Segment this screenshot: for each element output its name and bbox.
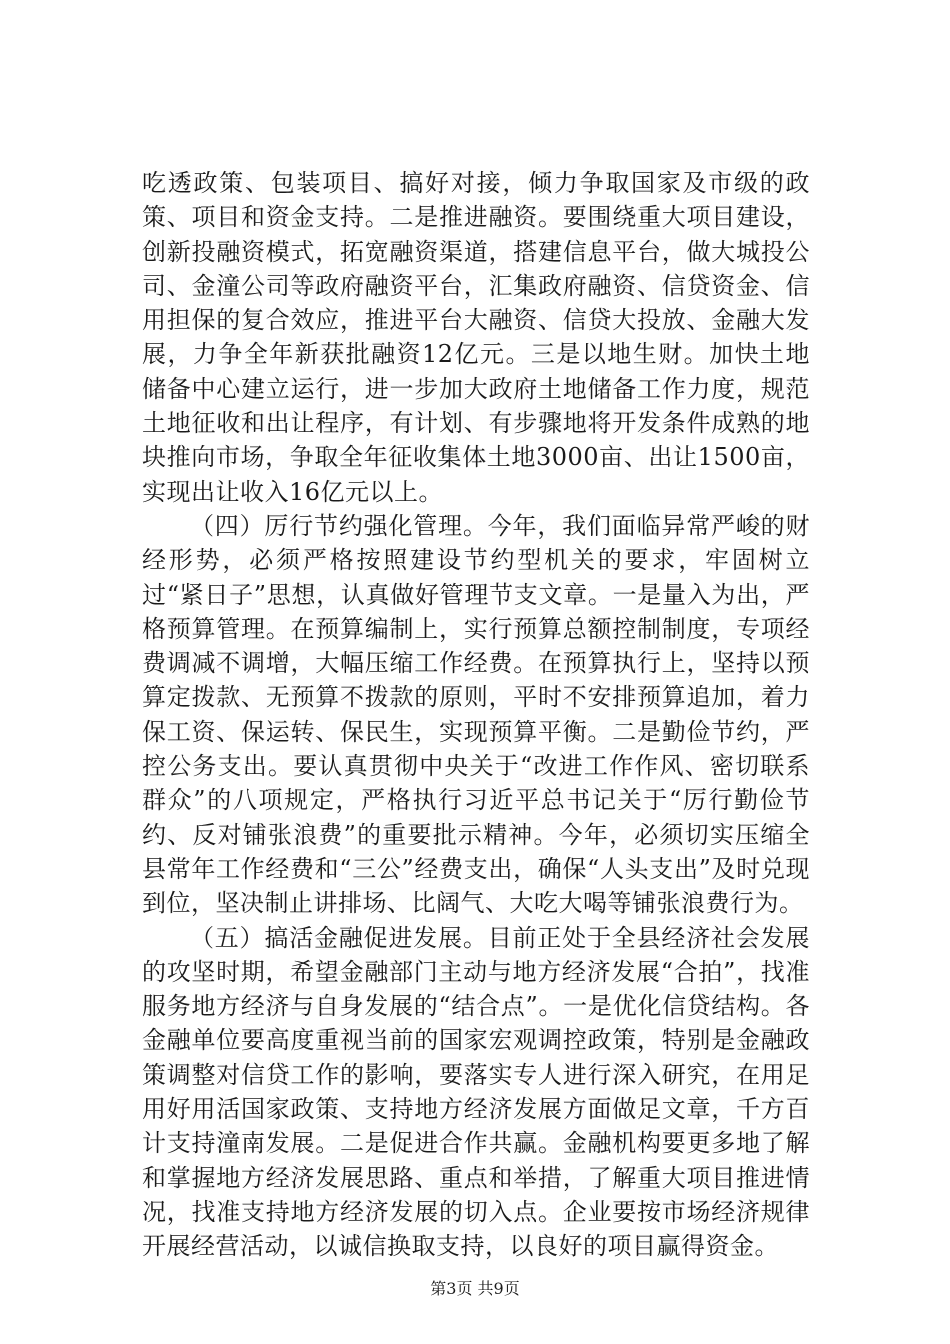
paragraph-frugality-management: （四）厉行节约强化管理。今年，我们面临异常严峻的财经形势，必须严格按照建设节约型机关的要求，牢固树立过“紧日子”思想，认真做好管理节支文章。一是量入为出，严格预算管理。在预算编制上，实行预算总额控制制度，专项经费调减不调增，大幅压缩工作经费。在预算执行上，坚持以预算定拨款、无预算不拨款的原则，平时不安排预算追加，着力保工资、保运转、保民生，实现预算平衡。二是勤俭节约，严控公务支出。要认真贯彻中央关于“改进工作作风、密切联系群众”的八项规定，严格执行习近平总书记关于“厉行勤俭节约、反对铺张浪费”的重要批示精神。今年，必须切实压缩全县常年工作经费和“三公”经费支出，确保“人头支出”及时兑现到位，坚决制止讲排场、比阔气、大吃大喝等铺张浪费行为。 <box>142 511 810 918</box>
page-footer: 第3页 共9页 <box>430 1279 520 1298</box>
paragraph-financing: 吃透政策、包装项目、搞好对接，倾力争取国家及市级的政策、项目和资金支持。二是推进融资。要围绕重大项目建设，创新投融资模式，拓宽融资渠道，搭建信息平台，做大城投公司、金潼公司等政府融资平台，汇集政府融资、信贷资金、信用担保的复合效应，推进平台大融资、信贷大投放、金融大发展，力争全年新获批融资12亿元。三是以地生财。加快土地储备中心建立运行，进一步加大政府土地储备工作力度，规范土地征收和出让程序，有计划、有步骤地将开发条件成熟的地块推向市场，争取全年征收集体土地3000亩、出让1500亩，实现出让收入16亿元以上。 <box>142 169 810 506</box>
paragraph-finance-development: （五）搞活金融促进发展。目前正处于全县经济社会发展的攻坚时期，希望金融部门主动与地方经济发展“合拍”，找准服务地方经济与自身发展的“结合点”。一是优化信贷结构。各金融单位要高度重视当前的国家宏观调控政策，特别是金融政策调整对信贷工作的影响，要落实专人进行深入研究，在用足用好用活国家政策、支持地方经济发展方面做足文章，千方百计支持潼南发展。二是促进合作共赢。金融机构要更多地了解和掌握地方经济发展思路、重点和举措，了解重大项目推进情况，找准支持地方经济发展的切入点。企业要按市场经济规律开展经营活动，以诚信换取支持，以良好的项目赢得资金。 <box>142 923 810 1261</box>
document-body <box>142 166 810 1264</box>
